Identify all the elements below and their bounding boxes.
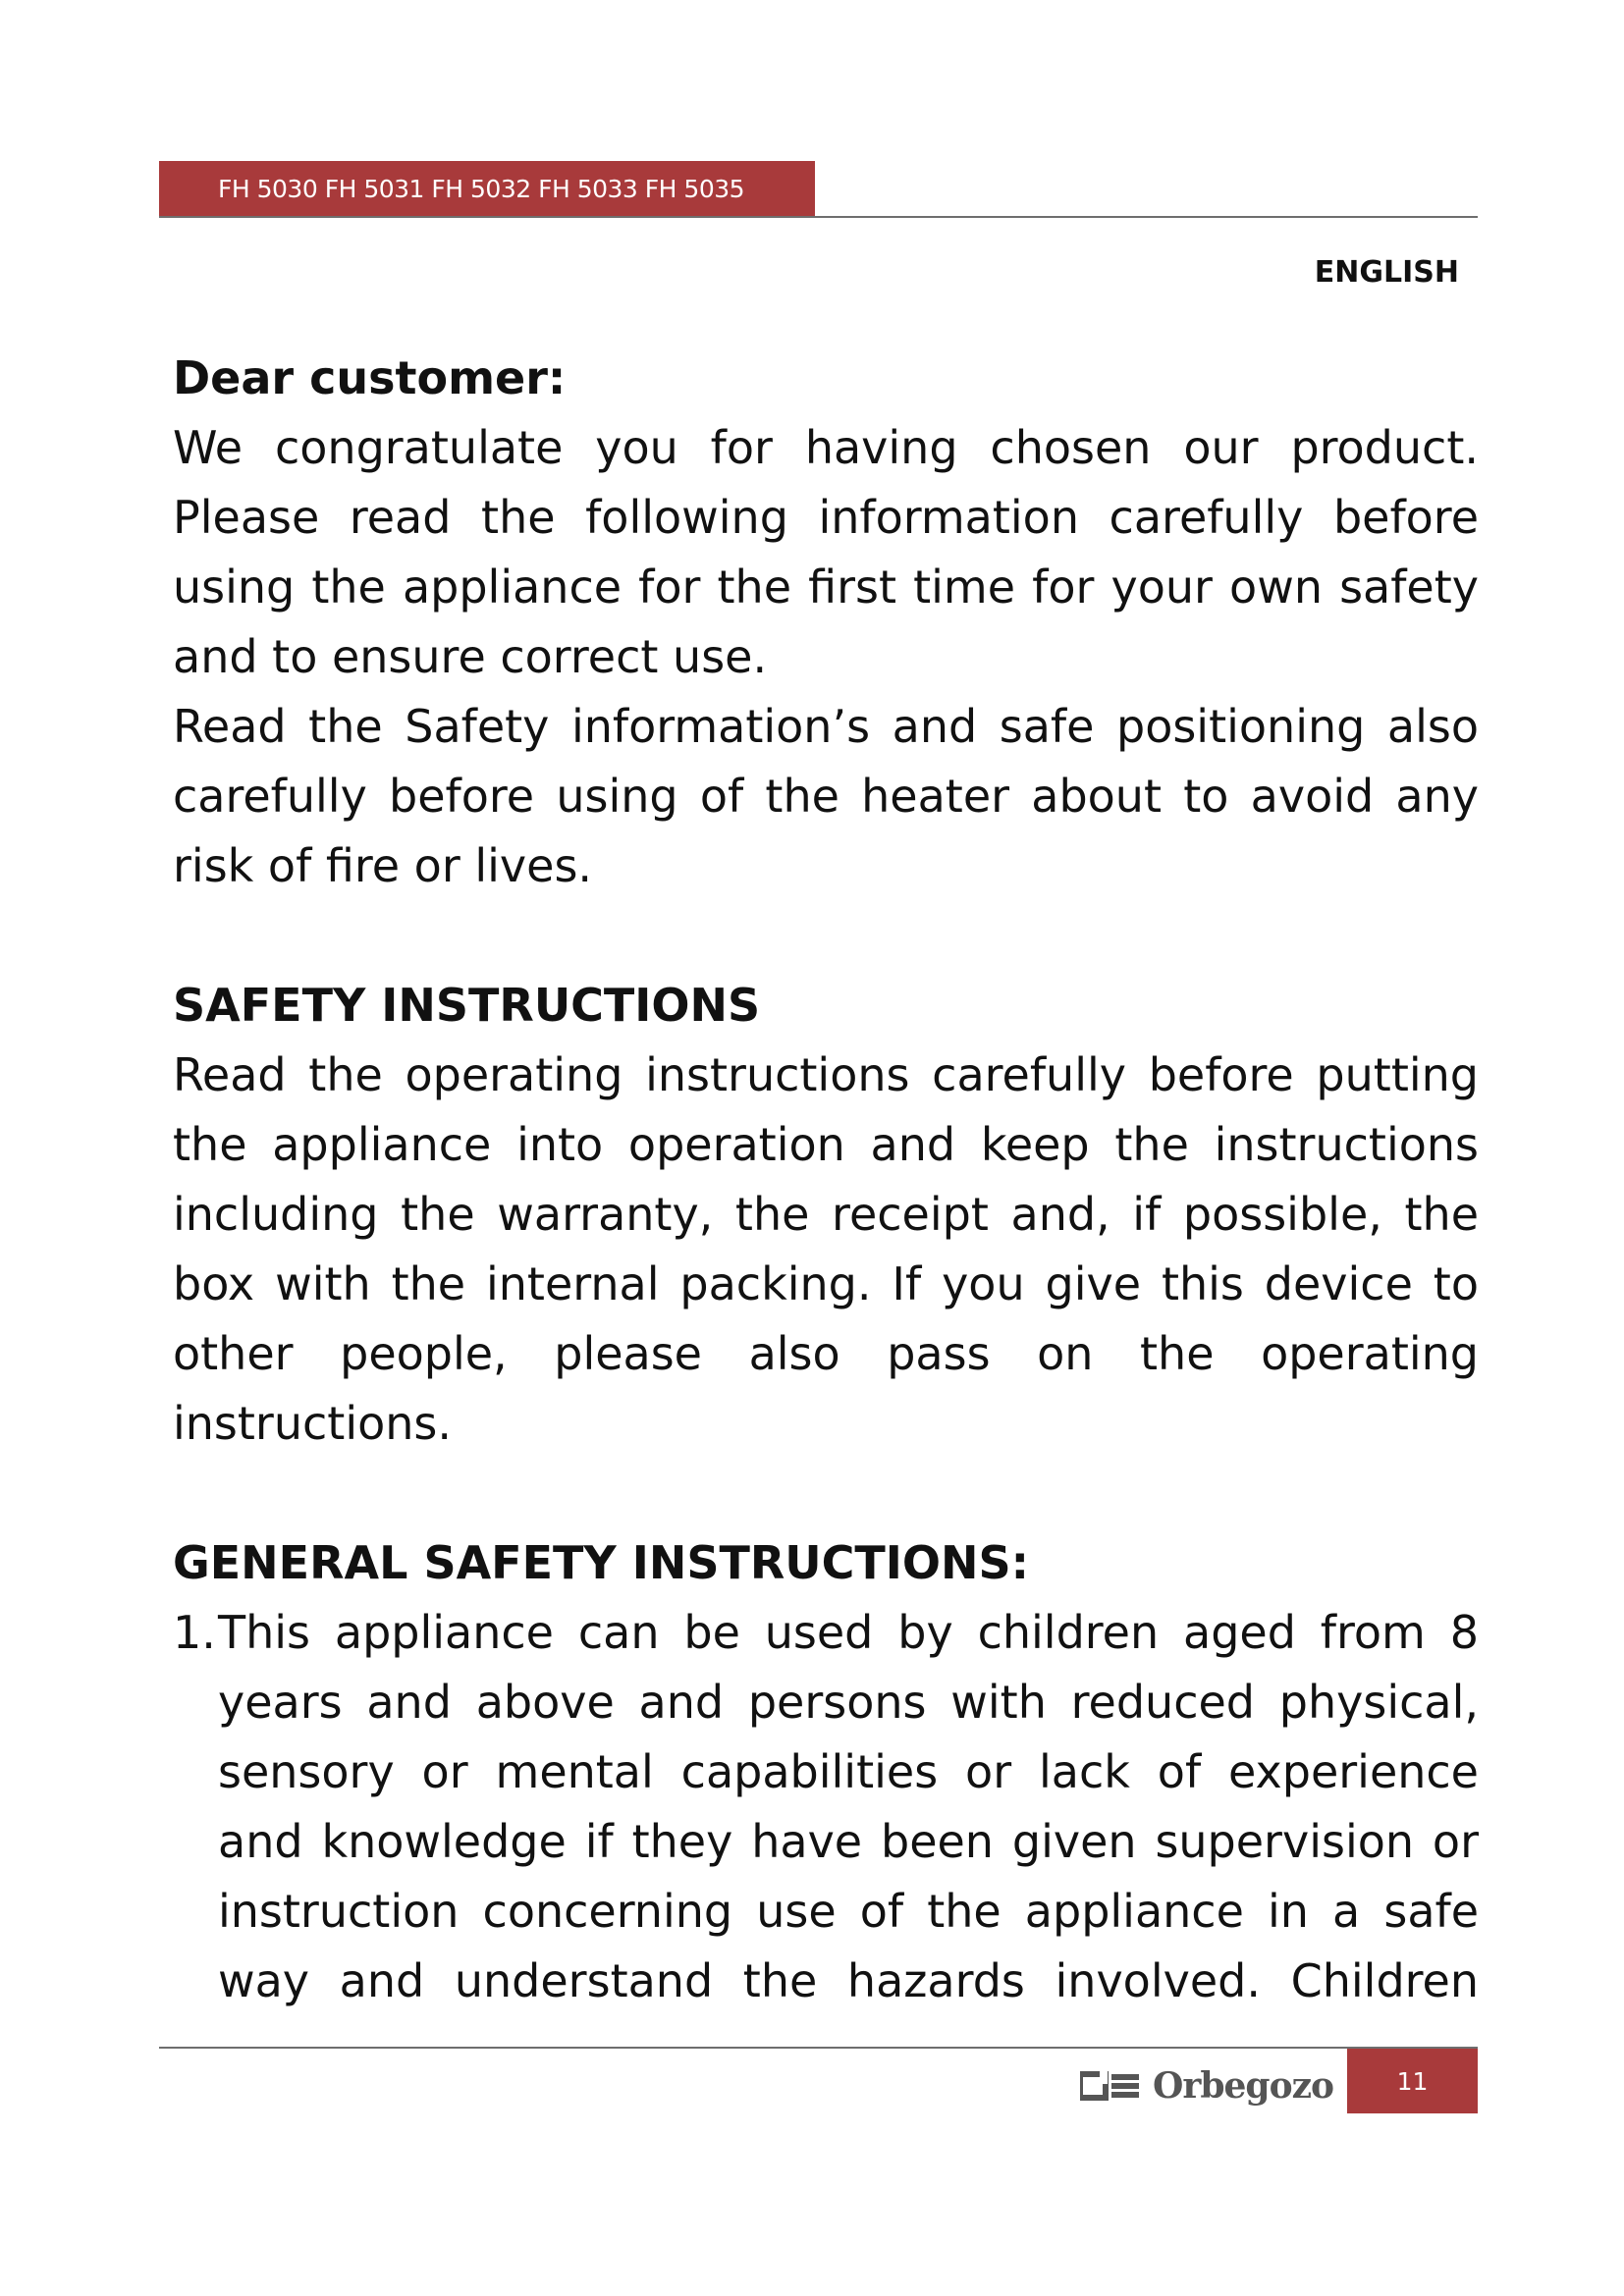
page-content: [173, 344, 1479, 2016]
brand-logo: [1080, 2061, 1333, 2110]
spacer: [173, 1459, 1479, 1528]
model-list: FH 5030 FH 5031 FH 5032 FH 5033 FH 5035: [218, 174, 745, 203]
intro-paragraph-2: Read the Safety information’s and safe positioning also carefully before using of the heater about to avoid any risk of fire or lives.: [173, 700, 1479, 892]
footer-divider: [159, 2047, 1478, 2049]
language-label: ENGLISH: [1314, 255, 1459, 290]
page-number-box: [1347, 2049, 1478, 2113]
list-item: [173, 1598, 1479, 2016]
list-item-text: This appliance can be used by children aged from 8 years and above and persons with reduced physical, sensory or mental capabilities or lack of experience and knowledge if they have been given supervision or instruction concerning use of the appliance in a safe way and understand the hazards involved. Children: [218, 1606, 1479, 2007]
safety-paragraph: Read the operating instructions carefully before putting the appliance into operation and keep the instructions including the warranty, the receipt and, if possible, the box with the internal packing. If you give this device to other people, please also pass on the operating instructions.: [173, 1048, 1479, 1450]
model-header-bar: [159, 161, 815, 216]
intro-heading: Dear customer:: [173, 351, 567, 404]
safety-heading: SAFETY INSTRUCTIONS: [173, 979, 761, 1032]
spacer: [173, 901, 1479, 971]
list-item-number: 1.: [173, 1606, 216, 1659]
brand-logo-mark-icon: [1080, 2070, 1139, 2102]
brand-name: Orbegozo: [1153, 2065, 1334, 2107]
intro-paragraph-1: We congratulate you for having chosen our product. Please read the following information carefully before using the appliance for the first time for your own safety and to ensure correct use.: [173, 421, 1479, 683]
page-number: 11: [1396, 2066, 1429, 2096]
header-divider: [159, 216, 1478, 218]
general-safety-heading: GENERAL SAFETY INSTRUCTIONS:: [173, 1536, 1030, 1589]
